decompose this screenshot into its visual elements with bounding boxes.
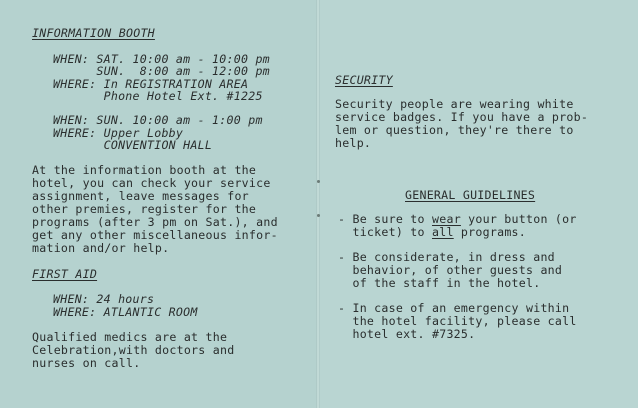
booth-where-sunday-1: WHERE: Upper Lobby: [53, 126, 184, 140]
guideline-bullet-3-line: - In case of an emergency within: [338, 301, 570, 315]
right-page: [319, 0, 638, 408]
guideline-bullet-3-line: hotel ext. #7325.: [338, 327, 476, 341]
guideline-bullet-2-line: of the staff in the hotel.: [338, 276, 541, 290]
first-aid-when: WHEN: 24 hours: [53, 292, 155, 306]
booth-paragraph-line: other premies, register for the: [32, 202, 257, 216]
first-aid-heading: FIRST AID: [32, 267, 98, 281]
guideline-bullet-3-line: the hotel facility, please call: [338, 314, 577, 328]
guideline-bullet-1-line-1: - Be sure to wear your button (or: [338, 212, 577, 226]
staple-mark: [317, 180, 320, 183]
general-guidelines-heading: GENERAL GUIDELINES: [405, 188, 536, 202]
booth-when-sunday: WHEN: SUN. 10:00 am - 1:00 pm: [53, 113, 263, 127]
guideline-bullet-2-line: behavior, of other guests and: [338, 263, 563, 277]
information-booth-heading: INFORMATION BOOTH: [32, 26, 155, 40]
security-heading: SECURITY: [335, 73, 393, 87]
first-aid-paragraph-line: nurses on call.: [32, 356, 141, 370]
security-paragraph-line: service badges. If you have a prob-: [335, 110, 589, 124]
booth-paragraph-line: programs (after 3 pm on Sat.), and: [32, 215, 278, 229]
booth-paragraph-line: At the information booth at the: [32, 163, 257, 177]
security-paragraph-line: help.: [335, 136, 372, 150]
first-aid-where: WHERE: ATLANTIC ROOM: [53, 305, 198, 319]
booth-where-line-1: WHERE: In REGISTRATION AREA: [53, 77, 249, 91]
staple-mark: [317, 214, 320, 217]
security-paragraph-line: Security people are wearing white: [335, 97, 574, 111]
booth-where-sunday-2: CONVENTION HALL: [53, 138, 213, 152]
booth-paragraph-line: get any other miscellaneous infor-: [32, 228, 278, 242]
first-aid-paragraph-line: Qualified medics are at the: [32, 330, 228, 344]
booth-paragraph-line: assignment, leave messages for: [32, 189, 249, 203]
security-paragraph-line: lem or question, they're there to: [335, 123, 574, 137]
guideline-bullet-1-line-2: ticket) to all programs.: [338, 225, 527, 239]
first-aid-paragraph-line: Celebration,with doctors and: [32, 343, 235, 357]
booth-paragraph-line: hotel, you can check your service: [32, 176, 271, 190]
booth-paragraph-line: mation and/or help.: [32, 241, 170, 255]
booth-where-line-2: Phone Hotel Ext. #1225: [53, 89, 263, 103]
page-fold: [316, 0, 320, 408]
booth-when-line-2: SUN. 8:00 am - 12:00 pm: [53, 64, 270, 78]
booth-when-line-1: WHEN: SAT. 10:00 am - 10:00 pm: [53, 52, 270, 66]
guideline-bullet-2-line: - Be considerate, in dress and: [338, 250, 555, 264]
